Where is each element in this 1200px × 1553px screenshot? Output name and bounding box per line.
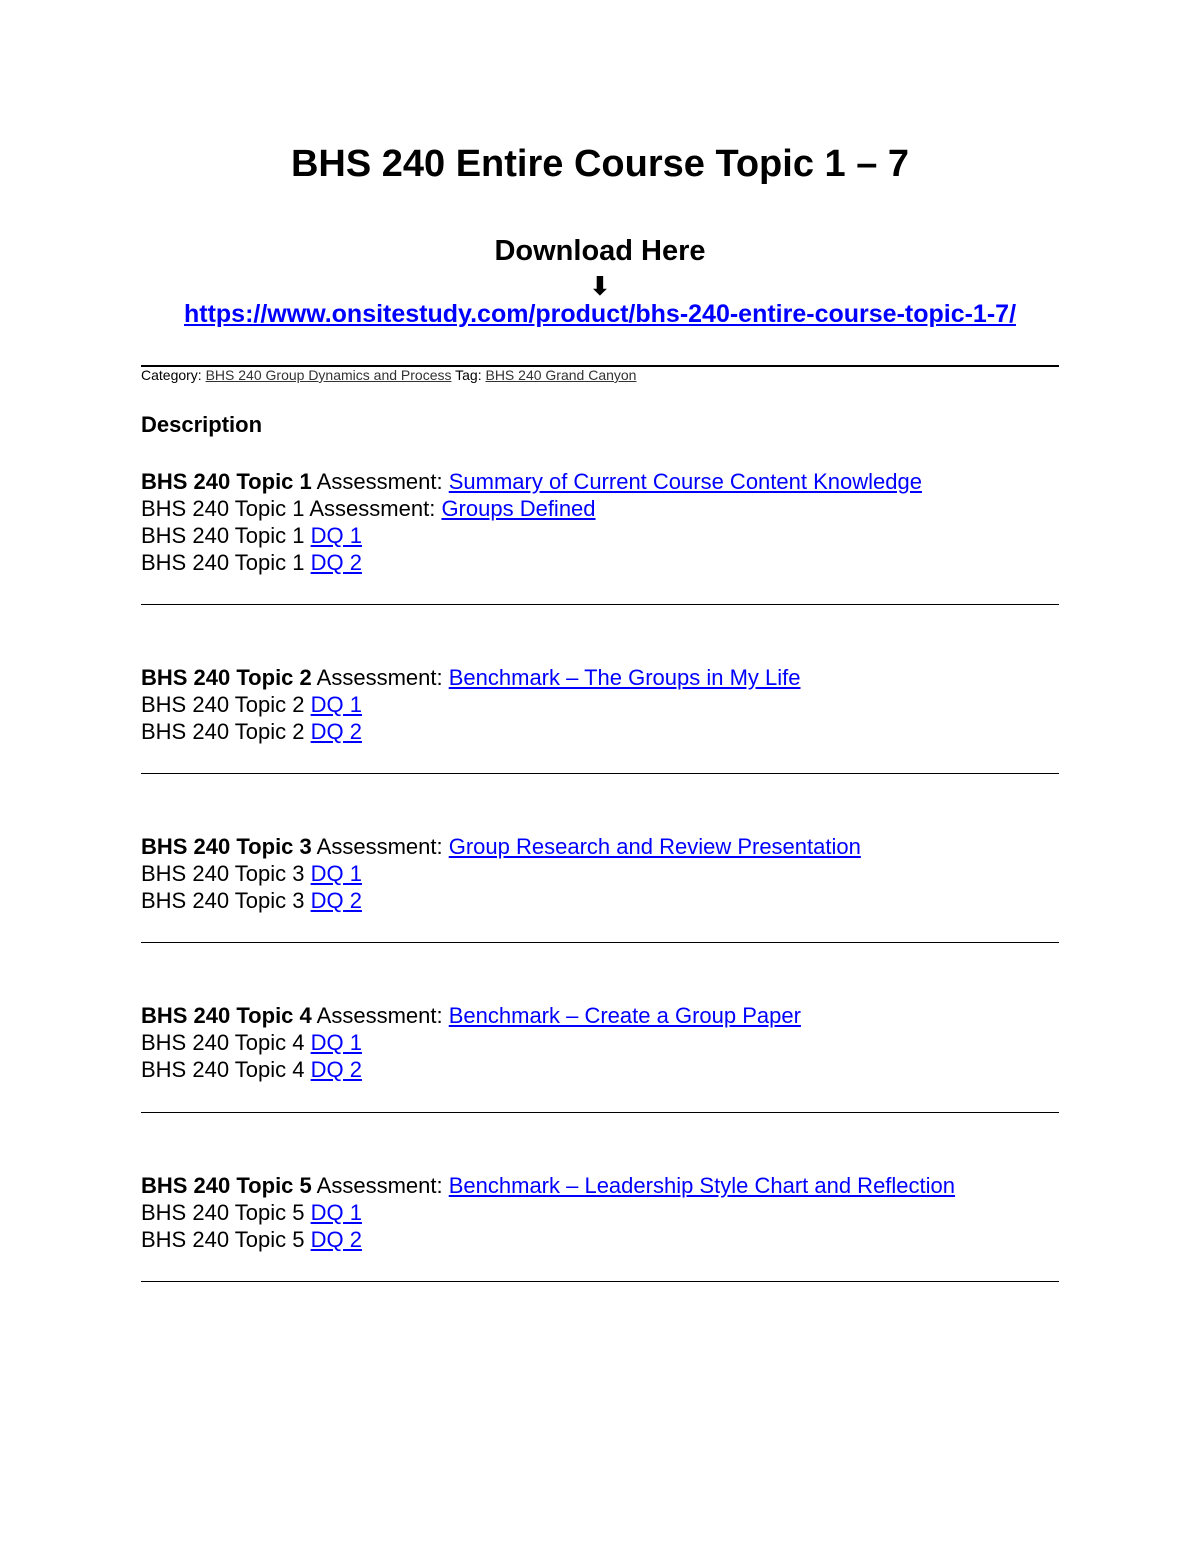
topic-heading: BHS 240 Topic 2: [141, 665, 312, 690]
dq1-line: [141, 1029, 1059, 1056]
assessment-label: Assessment:: [316, 665, 443, 690]
page-title: BHS 240 Entire Course Topic 1 – 7: [290, 143, 910, 185]
dq1-prefix: BHS 240 Topic 4: [141, 1030, 305, 1055]
dq1-link[interactable]: DQ 1: [310, 692, 362, 717]
assessment-label: Assessment:: [316, 469, 443, 494]
topic-assessment-line: [141, 664, 1059, 691]
dq2-prefix: BHS 240 Topic 4: [141, 1057, 305, 1082]
dq2-prefix: BHS 240 Topic 2: [141, 719, 305, 744]
assessment-label: Assessment:: [316, 834, 443, 859]
dq2-link[interactable]: DQ 2: [310, 719, 362, 744]
dq2-link[interactable]: DQ 2: [310, 888, 362, 913]
assessment-link[interactable]: Benchmark – Leadership Style Chart and Reflection: [448, 1173, 956, 1198]
dq2-line: [141, 1226, 1059, 1253]
dq1-link[interactable]: DQ 1: [310, 1030, 362, 1055]
topic-heading: BHS 240 Topic 1: [141, 469, 312, 494]
divider: [141, 773, 1059, 774]
divider: [141, 942, 1059, 943]
dq1-line: [141, 691, 1059, 718]
assessment-label: Assessment:: [316, 1173, 443, 1198]
tag-label: Tag:: [455, 367, 482, 383]
topic-section-4: [141, 1002, 1059, 1083]
topic-assessment-line: [141, 833, 1059, 860]
dq1-link[interactable]: DQ 1: [310, 523, 362, 548]
topic-heading: BHS 240 Topic 5: [141, 1173, 312, 1198]
divider: [141, 604, 1059, 605]
topic-extra-line: [141, 495, 1059, 522]
divider: [141, 1281, 1059, 1282]
dq2-line: [141, 1056, 1059, 1083]
dq2-link[interactable]: DQ 2: [310, 1227, 362, 1252]
extra-prefix: BHS 240 Topic 1 Assessment:: [141, 496, 436, 521]
dq2-line: [141, 887, 1059, 914]
topic-assessment-line: [141, 1172, 1059, 1199]
divider: [141, 1112, 1059, 1113]
assessment-link[interactable]: Benchmark – The Groups in My Life: [448, 665, 801, 690]
assessment-link[interactable]: Group Research and Review Presentation: [448, 834, 861, 859]
topic-heading: BHS 240 Topic 4: [141, 1003, 312, 1028]
dq1-prefix: BHS 240 Topic 1: [141, 523, 305, 548]
dq2-link[interactable]: DQ 2: [310, 1057, 362, 1082]
dq1-link[interactable]: DQ 1: [310, 861, 362, 886]
topic-section-2: [141, 664, 1059, 745]
dq1-link[interactable]: DQ 1: [310, 1200, 362, 1225]
topic-heading: BHS 240 Topic 3: [141, 834, 312, 859]
topic-section-1: [141, 468, 1059, 576]
dq1-line: [141, 860, 1059, 887]
meta-line: [141, 366, 636, 384]
dq2-prefix: BHS 240 Topic 1: [141, 550, 305, 575]
category-link[interactable]: BHS 240 Group Dynamics and Process: [205, 367, 452, 383]
assessment-label: Assessment:: [316, 1003, 443, 1028]
download-label: Download Here: [494, 235, 706, 267]
dq2-line: [141, 718, 1059, 745]
down-arrow-icon: ⬇: [589, 271, 611, 301]
dq1-prefix: BHS 240 Topic 5: [141, 1200, 305, 1225]
dq2-prefix: BHS 240 Topic 3: [141, 888, 305, 913]
topic-assessment-line: [141, 1002, 1059, 1029]
assessment-link[interactable]: Benchmark – Create a Group Paper: [448, 1003, 801, 1028]
dq2-prefix: BHS 240 Topic 5: [141, 1227, 305, 1252]
assessment-link[interactable]: Summary of Current Course Content Knowledge: [448, 469, 922, 494]
category-label: Category:: [141, 367, 202, 383]
extra-link[interactable]: Groups Defined: [441, 496, 596, 521]
topic-section-3: [141, 833, 1059, 914]
tag-link[interactable]: BHS 240 Grand Canyon: [485, 367, 637, 383]
dq1-line: [141, 522, 1059, 549]
description-heading: Description: [141, 412, 263, 437]
dq2-line: [141, 549, 1059, 576]
topic-section-5: [141, 1172, 1059, 1253]
dq1-line: [141, 1199, 1059, 1226]
dq2-link[interactable]: DQ 2: [310, 550, 362, 575]
topic-assessment-line: [141, 468, 1059, 495]
product-link[interactable]: https://www.onsitestudy.com/product/bhs-240-entire-course-topic-1-7/: [183, 300, 1017, 328]
dq1-prefix: BHS 240 Topic 3: [141, 861, 305, 886]
dq1-prefix: BHS 240 Topic 2: [141, 692, 305, 717]
